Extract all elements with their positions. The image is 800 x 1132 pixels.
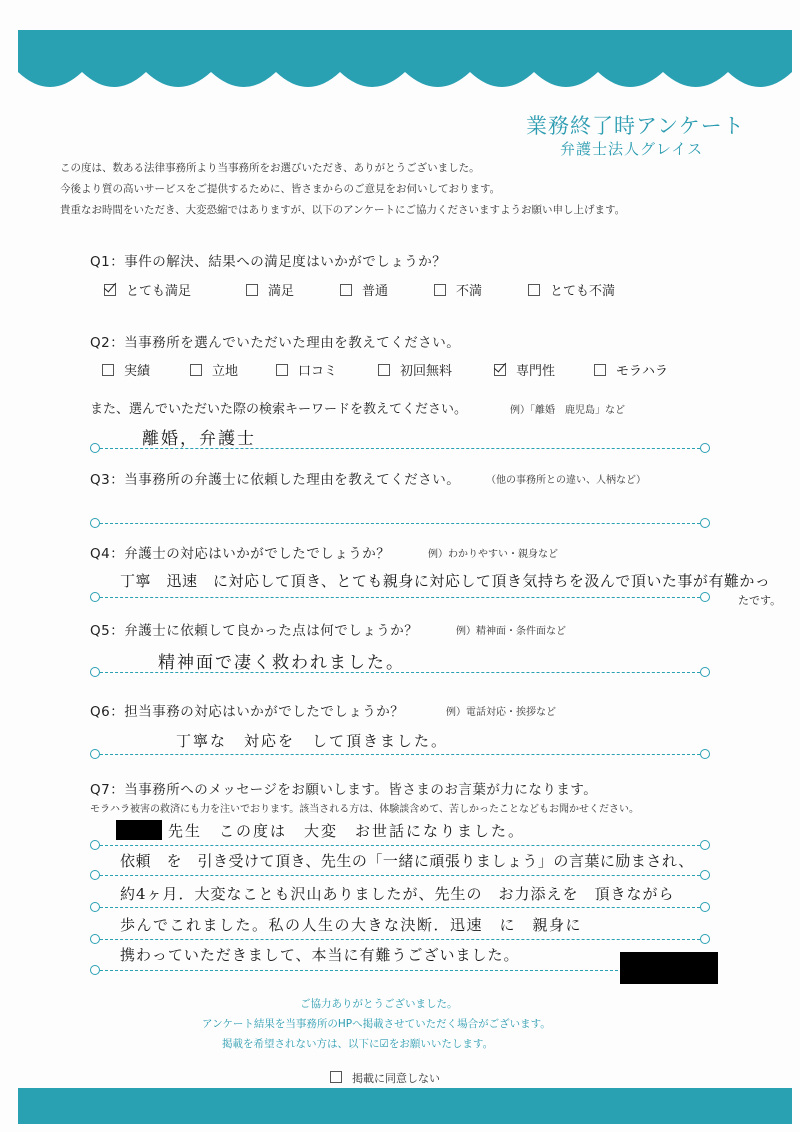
q7-line-5: 携わっていただきまして、本当に有難うございました。 [120, 946, 520, 964]
answer-line[interactable] [100, 597, 700, 598]
rule-end-dot [90, 965, 100, 975]
answer-line[interactable] [100, 970, 618, 971]
q1-option-dissatisfied[interactable]: 不満 [434, 280, 482, 299]
rule-end-dot [700, 667, 710, 677]
intro-line-2: 今後より質の高いサービスをご提供するために、皆さまからのご意見をお伺いしております。 [60, 183, 501, 195]
scalloped-border [18, 58, 792, 106]
q6-answer: 丁寧な 対応を して頂きました。 [176, 732, 449, 750]
answer-line[interactable] [100, 939, 700, 940]
q6-example: 例）電話対応・挨拶など [446, 707, 556, 718]
rule-end-dot [90, 870, 100, 880]
q1-label: Q1：事件の解決、結果への満足度はいかがでしょうか？ [90, 254, 447, 270]
answer-line[interactable] [100, 448, 700, 449]
answer-line[interactable] [100, 523, 700, 524]
checkbox[interactable] [434, 284, 446, 296]
q7-line-3: 約4ヶ月．大変なことも沢山ありましたが、先生の お力添えを 頂きながら [120, 885, 675, 903]
redaction-bar [620, 952, 718, 984]
q2-option-location[interactable]: 立地 [190, 360, 238, 379]
rule-end-dot [90, 902, 100, 912]
rule-end-dot [90, 840, 100, 850]
q2-keyword-example: 例）「離婚 鹿児島」など [510, 405, 625, 416]
q5-label: Q5：弁護士に依頼して良かった点は何でしょうか？ [90, 623, 419, 639]
q6-label: Q6：担当事務の対応はいかがでしたでしょうか？ [90, 704, 405, 720]
bottom-decorative-band [18, 1088, 792, 1124]
q2-label: Q2：当事務所を選んでいただいた理由を教えてください。 [90, 335, 461, 351]
answer-line[interactable] [100, 672, 700, 673]
rule-end-dot [700, 518, 710, 528]
checkbox[interactable] [330, 1071, 342, 1083]
q2-option-expertise[interactable]: 専門性 [494, 360, 555, 379]
checkbox[interactable] [378, 364, 390, 376]
checkbox[interactable] [594, 364, 606, 376]
checkbox[interactable] [276, 364, 288, 376]
rule-end-dot [90, 667, 100, 677]
checkbox-checked[interactable] [104, 284, 116, 296]
q7-line-1: 先生 この度は 大変 お世話になりました。 [168, 822, 526, 840]
checkbox[interactable] [528, 284, 540, 296]
answer-line[interactable] [100, 754, 700, 755]
q3-label: Q3：当事務所の弁護士に依頼した理由を教えてください。 [90, 472, 461, 488]
footer-request: 掲載を希望されない方は、以下に☑をお願いいたします。 [222, 1038, 494, 1050]
q2-keyword-answer: 離婚，弁護士 [142, 429, 256, 449]
rule-end-dot [700, 870, 710, 880]
firm-name: 弁護士法人グレイス [560, 140, 704, 158]
rule-end-dot [700, 749, 710, 759]
q7-note: モラハラ被害の救済にも力を注いでおります。該当される方は、体験談含めて、苦しかったことなどもお聞かせください。 [90, 804, 639, 815]
answer-line[interactable] [100, 875, 700, 876]
checkbox-checked[interactable] [494, 364, 506, 376]
rule-end-dot [90, 934, 100, 944]
rule-end-dot [90, 443, 100, 453]
q4-label: Q4：弁護士の対応はいかがでしたでしょうか？ [90, 546, 391, 562]
checkbox[interactable] [246, 284, 258, 296]
survey-title: 業務終了時アンケート [526, 114, 745, 138]
consent-option[interactable]: 掲載に同意しない [330, 1070, 440, 1086]
intro-line-3: 貴重なお時間をいただき、大変恐縮ではありますが、以下のアンケートにご協力くださいますようお願い申し上げます。 [60, 204, 626, 216]
answer-line[interactable] [100, 907, 700, 908]
answer-line[interactable] [100, 845, 700, 846]
q2-keyword-label: また、選んでいただいた際の検索キーワードを教えてください。 [90, 402, 468, 417]
q2-option-moral-harassment[interactable]: モラハラ [594, 360, 668, 379]
rule-end-dot [90, 592, 100, 602]
q4-example: 例）わかりやすい・親身など [428, 549, 558, 560]
rule-end-dot [700, 902, 710, 912]
redaction-bar [116, 820, 162, 840]
q4-answer-continued: たです。 [738, 594, 782, 607]
checkbox[interactable] [190, 364, 202, 376]
q1-option-very-dissatisfied[interactable]: とても不満 [528, 280, 615, 299]
q5-answer: 精神面で凄く救われました。 [158, 653, 405, 673]
q2-option-reviews[interactable]: 口コミ [276, 360, 337, 379]
rule-end-dot [90, 749, 100, 759]
q7-label: Q7：当事務所へのメッセージをお願いします。皆さまのお言葉が力になります。 [90, 782, 598, 798]
q5-example: 例）精神面・条件面など [456, 626, 566, 637]
q1-option-normal[interactable]: 普通 [340, 280, 388, 299]
q2-option-free-consult[interactable]: 初回無料 [378, 360, 452, 379]
rule-end-dot [700, 934, 710, 944]
rule-end-dot [90, 518, 100, 528]
q2-option-track-record[interactable]: 実績 [102, 360, 150, 379]
q4-answer: 丁寧 迅速 に対応して頂き、とても親身に対応して頂き気持ちを汲んで頂いた事が有難かっ [120, 572, 771, 590]
footer-thanks: ご協力ありがとうございました。 [300, 998, 458, 1010]
q1-option-very-satisfied[interactable]: とても満足 [104, 280, 191, 299]
intro-line-1: この度は、数ある法律事務所より当事務所をお選びいただき、ありがとうございました。 [60, 162, 480, 174]
rule-end-dot [700, 840, 710, 850]
rule-end-dot [700, 592, 710, 602]
q1-option-satisfied[interactable]: 満足 [246, 280, 294, 299]
q3-example: （他の事務所との違い、人柄など） [486, 475, 646, 486]
footer-notice: アンケート結果を当事務所のHPへ掲載させていただく場合がございます。 [202, 1018, 551, 1030]
q7-line-4: 歩んでこれました。私の人生の大きな決断．迅速 に 親身に [120, 916, 583, 934]
q7-line-2: 依頼 を 引き受けて頂き、先生の「一緒に頑張りましょう」の言葉に励まされ、 [120, 852, 694, 870]
checkbox[interactable] [102, 364, 114, 376]
rule-end-dot [700, 443, 710, 453]
checkbox[interactable] [340, 284, 352, 296]
